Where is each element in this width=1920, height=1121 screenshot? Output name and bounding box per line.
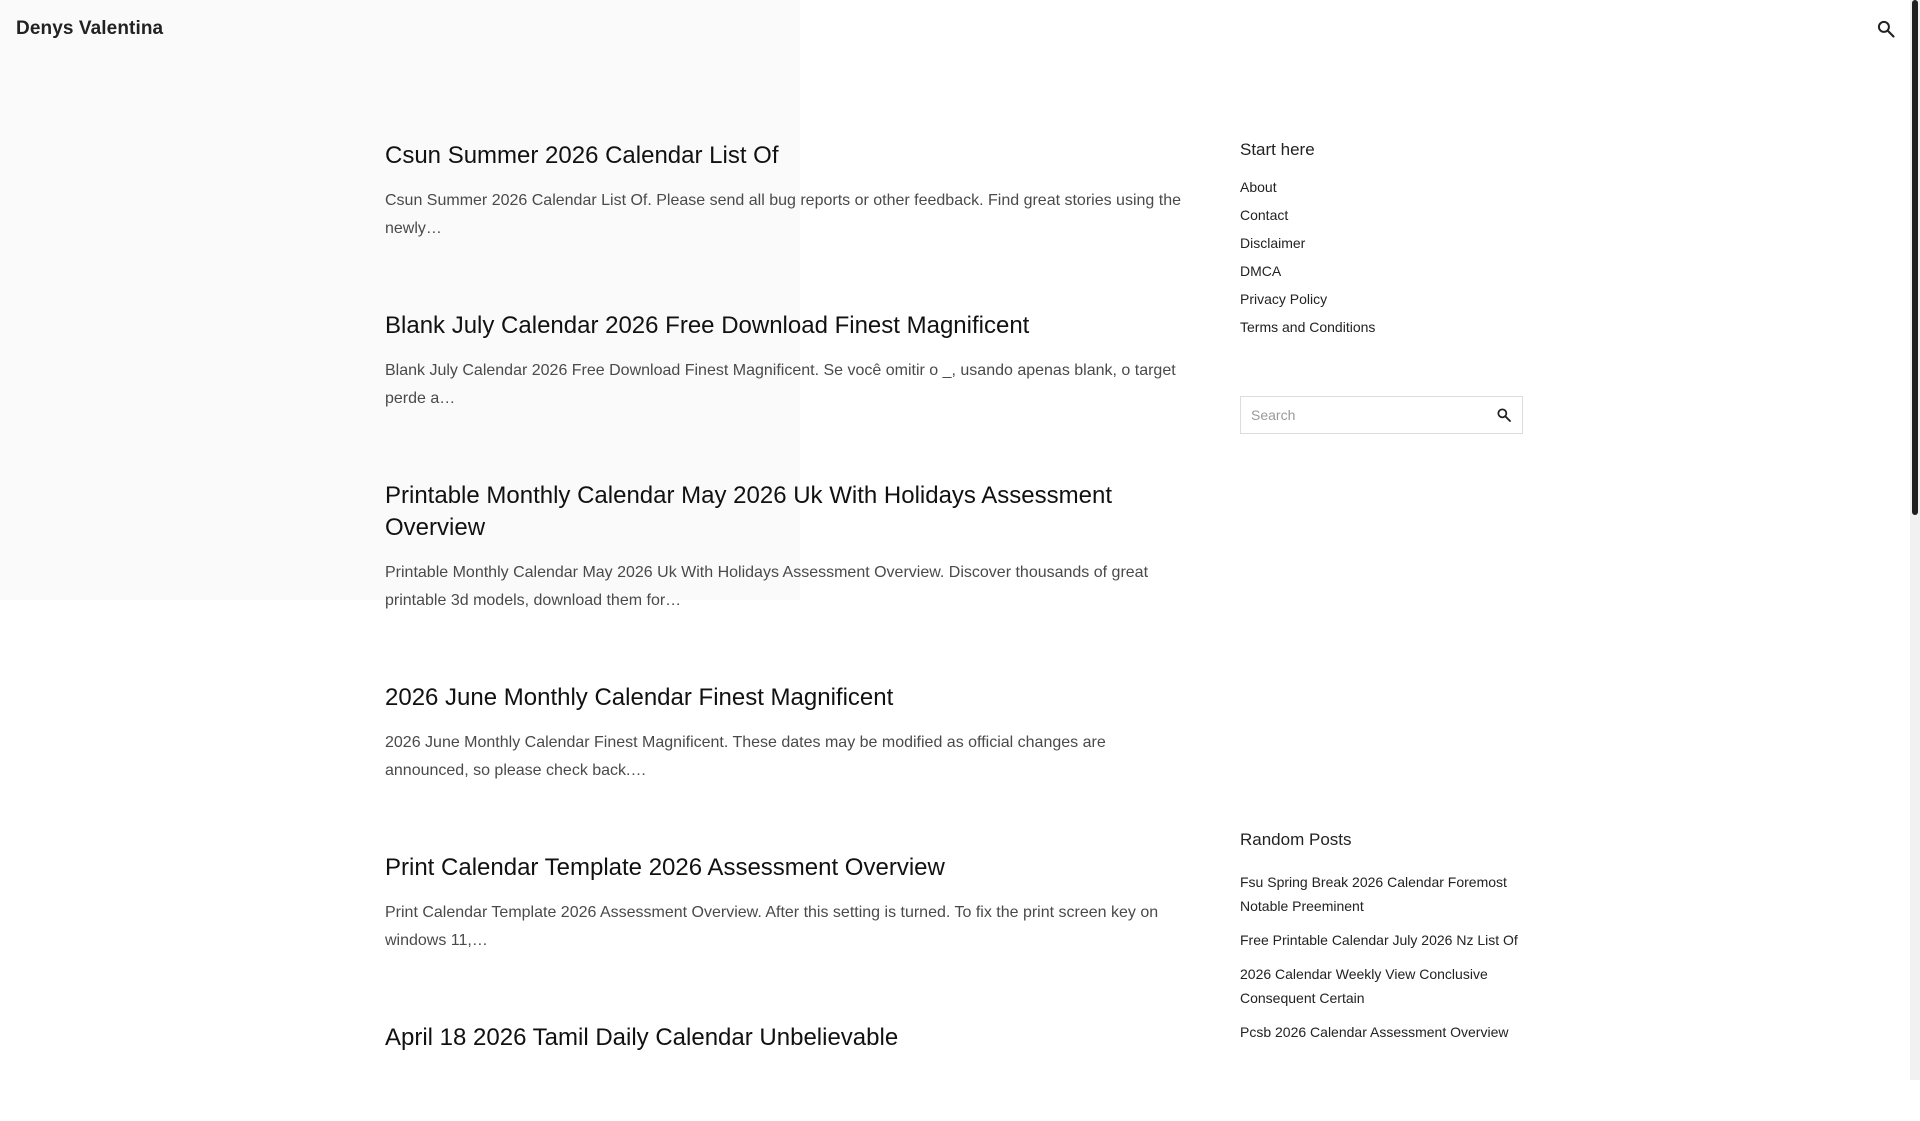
link-privacy-policy[interactable]: Privacy Policy (1240, 291, 1328, 307)
post-title[interactable]: April 18 2026 Tamil Daily Calendar Unbelievable (385, 1024, 899, 1051)
search-icon[interactable] (1496, 407, 1512, 423)
link-disclaimer[interactable]: Disclaimer (1240, 235, 1306, 251)
post-excerpt: Printable Monthly Calendar May 2026 Uk With Holidays Assessment Overview. Discover thousands of great printable 3d models, download them for… (385, 564, 1149, 609)
scrollbar[interactable] (1910, 0, 1920, 1080)
post-excerpt: Print Calendar Template 2026 Assessment Overview. After this setting is turned. To fix the print screen key on windows 11,… (385, 904, 1159, 949)
random-post-link[interactable]: Free Printable Calendar July 2026 Nz List Of (1240, 932, 1518, 948)
post-item (385, 1022, 1190, 1054)
link-dmca[interactable]: DMCA (1240, 263, 1282, 279)
post-excerpt: 2026 June Monthly Calendar Finest Magnificent. These dates may be modified as official changes are announced, so please check back.… (385, 734, 1106, 779)
scrollbar-thumb[interactable] (1912, 0, 1918, 515)
post-title[interactable]: Blank July Calendar 2026 Free Download Finest Magnificent (385, 312, 1030, 339)
post-title[interactable]: Printable Monthly Calendar May 2026 Uk With Holidays Assessment Overview (385, 482, 1112, 541)
post-list (385, 140, 1190, 1121)
random-posts-links (1240, 870, 1525, 1044)
search-input[interactable] (1251, 405, 1471, 425)
link-contact[interactable]: Contact (1240, 207, 1289, 223)
post-item (385, 310, 1190, 413)
widget-title: Random Posts (1240, 830, 1352, 849)
random-post-link[interactable]: Fsu Spring Break 2026 Calendar Foremost Notable Preeminent (1240, 874, 1507, 914)
link-terms[interactable]: Terms and Conditions (1240, 319, 1376, 335)
post-item (385, 140, 1190, 243)
sidebar-search-form (1240, 396, 1523, 434)
post-excerpt: Csun Summer 2026 Calendar List Of. Please send all bug reports or other feedback. Find great stories using the newly… (385, 192, 1181, 237)
random-post-link[interactable]: 2026 Calendar Weekly View Conclusive Consequent Certain (1240, 966, 1488, 1006)
start-here-widget (1240, 138, 1525, 337)
site-title[interactable]: Denys Valentina (16, 18, 164, 39)
post-title[interactable]: Print Calendar Template 2026 Assessment Overview (385, 854, 945, 881)
post-item (385, 480, 1190, 615)
start-here-links (1240, 177, 1525, 337)
post-title[interactable]: Csun Summer 2026 Calendar List Of (385, 142, 779, 169)
sidebar (1240, 138, 1525, 1040)
random-posts-widget (1240, 828, 1525, 1054)
post-item (385, 682, 1190, 785)
post-title[interactable]: 2026 June Monthly Calendar Finest Magnificent (385, 684, 894, 711)
link-about[interactable]: About (1240, 179, 1277, 195)
search-icon[interactable] (1876, 19, 1896, 39)
post-item (385, 852, 1190, 955)
random-post-link[interactable]: Pcsb 2026 Calendar Assessment Overview (1240, 1024, 1509, 1040)
top-bar (0, 0, 1910, 58)
widget-title: Start here (1240, 140, 1315, 159)
post-excerpt: Blank July Calendar 2026 Free Download Finest Magnificent. Se você omitir o _, usando apenas blank, o target perde a… (385, 362, 1176, 407)
